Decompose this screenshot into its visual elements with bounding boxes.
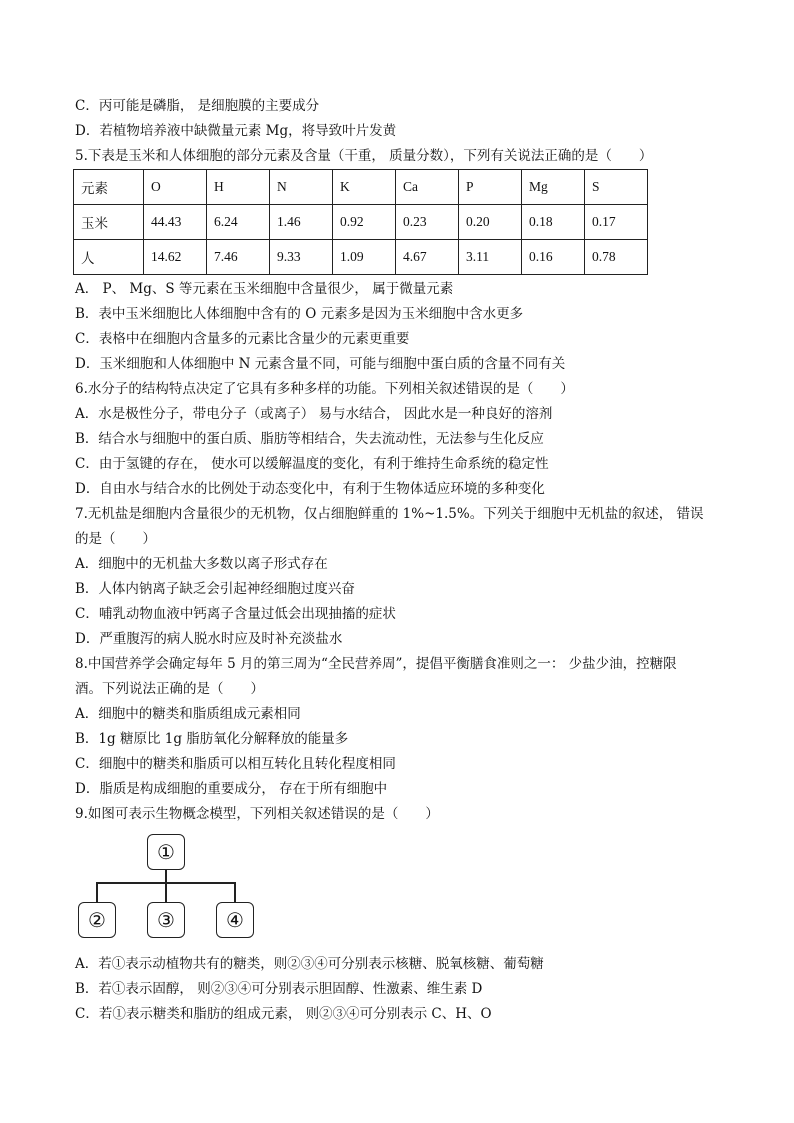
table-cell: P bbox=[459, 170, 522, 205]
table-cell: 9.33 bbox=[270, 240, 333, 275]
connector-line bbox=[165, 882, 167, 902]
table-cell: 0.92 bbox=[333, 205, 396, 240]
element-content-table bbox=[73, 169, 648, 275]
diagram-node-child: ④ bbox=[216, 902, 254, 938]
table-cell: H bbox=[207, 170, 270, 205]
option-line: C．由于氢键的存在， 使水可以缓解温度的变化，有利于维持生命系统的稳定性 bbox=[75, 456, 549, 472]
question-9-stem: 9.如图可表示生物概念模型，下列相关叙述错误的是（ ） bbox=[75, 806, 439, 822]
table-cell: K bbox=[333, 170, 396, 205]
option-line: D．严重腹泻的病人脱水时应及时补充淡盐水 bbox=[75, 631, 343, 647]
connector-line bbox=[96, 882, 98, 902]
table-cell: 4.67 bbox=[396, 240, 459, 275]
option-line: B．1g 糖原比 1g 脂肪氧化分解释放的能量多 bbox=[75, 731, 349, 747]
table-cell: O bbox=[144, 170, 207, 205]
option-line: C．细胞中的糖类和脂质可以相互转化且转化程度相同 bbox=[75, 756, 396, 772]
option-line: A．细胞中的无机盐大多数以离子形式存在 bbox=[75, 556, 328, 572]
option-line: C．表格中在细胞内含量多的元素比含量少的元素更重要 bbox=[75, 331, 410, 347]
question-7-stem-cont: 的是（ ） bbox=[75, 531, 156, 547]
table-cell: N bbox=[270, 170, 333, 205]
table-row bbox=[74, 205, 648, 240]
table-cell: Mg bbox=[522, 170, 585, 205]
option-line: B．人体内钠离子缺乏会引起神经细胞过度兴奋 bbox=[75, 581, 355, 597]
table-cell: 1.09 bbox=[333, 240, 396, 275]
table-cell: 7.46 bbox=[207, 240, 270, 275]
question-7-stem: 7.无机盐是细胞内含量很少的无机物，仅占细胞鲜重的 1%~1.5%。下列关于细胞中无机盐的叙述， 错误 bbox=[75, 506, 704, 522]
option-line: C．哺乳动物血液中钙离子含量过低会出现抽搐的症状 bbox=[75, 606, 396, 622]
diagram-node-top: ① bbox=[147, 834, 185, 870]
table-row bbox=[74, 240, 648, 275]
option-line: B．表中玉米细胞比人体细胞中含有的 O 元素多是因为玉米细胞中含水更多 bbox=[75, 306, 524, 322]
option-line: B．结合水与细胞中的蛋白质、脂肪等相结合，失去流动性，无法参与生化反应 bbox=[75, 431, 544, 447]
table-cell: S bbox=[585, 170, 648, 205]
table-cell: 0.20 bbox=[459, 205, 522, 240]
option-line: D．若植物培养液中缺微量元素 Mg，将导致叶片发黄 bbox=[75, 123, 397, 139]
table-cell: 0.16 bbox=[522, 240, 585, 275]
question-5-stem: 5.下表是玉米和人体细胞的部分元素及含量（干重， 质量分数），下列有关说法正确的是（ ） bbox=[75, 148, 653, 164]
table-cell: 0.17 bbox=[585, 205, 648, 240]
option-line: C．丙可能是磷脂， 是细胞膜的主要成分 bbox=[75, 98, 320, 114]
diagram-node-child: ③ bbox=[147, 902, 185, 938]
table-cell: 44.43 bbox=[144, 205, 207, 240]
table-cell: 人 bbox=[74, 240, 144, 275]
option-line: B．若①表示固醇， 则②③④可分别表示胆固醇、性激素、维生素 D bbox=[75, 981, 483, 997]
connector-line bbox=[165, 870, 167, 882]
question-6-stem: 6.水分子的结构特点决定了它具有多种多样的功能。下列相关叙述错误的是（ ） bbox=[75, 381, 574, 397]
table-cell: 0.78 bbox=[585, 240, 648, 275]
option-line: A．细胞中的糖类和脂质组成元素相同 bbox=[75, 706, 301, 722]
question-8-stem: 8.中国营养学会确定每年 5 月的第三周为“全民营养周”，提倡平衡膳食准则之一： 少盐少油，控糖限 bbox=[75, 656, 677, 672]
concept-model-diagram bbox=[78, 832, 268, 944]
option-line: D．脂质是构成细胞的重要成分， 存在于所有细胞中 bbox=[75, 781, 388, 797]
option-line: A．若①表示动植物共有的糖类，则②③④可分别表示核糖、脱氧核糖、葡萄糖 bbox=[75, 956, 544, 972]
table-cell: 1.46 bbox=[270, 205, 333, 240]
table-cell: Ca bbox=[396, 170, 459, 205]
table-cell: 0.18 bbox=[522, 205, 585, 240]
option-line: A．水是极性分子，带电分子（或离子） 易与水结合， 因此水是一种良好的溶剂 bbox=[75, 406, 553, 422]
table-cell: 0.23 bbox=[396, 205, 459, 240]
diagram-node-child: ② bbox=[78, 902, 116, 938]
table-cell: 玉米 bbox=[74, 205, 144, 240]
table-header-row bbox=[74, 170, 648, 205]
table-cell: 元素 bbox=[74, 170, 144, 205]
table-cell: 3.11 bbox=[459, 240, 522, 275]
table-cell: 14.62 bbox=[144, 240, 207, 275]
option-line: C．若①表示糖类和脂肪的组成元素， 则②③④可分别表示 C、H、O bbox=[75, 1006, 492, 1022]
question-8-stem-cont: 酒。下列说法正确的是（ ） bbox=[75, 681, 264, 697]
option-line: D．玉米细胞和人体细胞中 N 元素含量不同，可能与细胞中蛋白质的含量不同有关 bbox=[75, 356, 566, 372]
option-line: D．自由水与结合水的比例处于动态变化中，有利于生物体适应环境的多种变化 bbox=[75, 481, 545, 497]
option-line: A． P、 Mg、S 等元素在玉米细胞中含量很少， 属于微量元素 bbox=[75, 281, 454, 297]
table-cell: 6.24 bbox=[207, 205, 270, 240]
connector-line bbox=[234, 882, 236, 902]
